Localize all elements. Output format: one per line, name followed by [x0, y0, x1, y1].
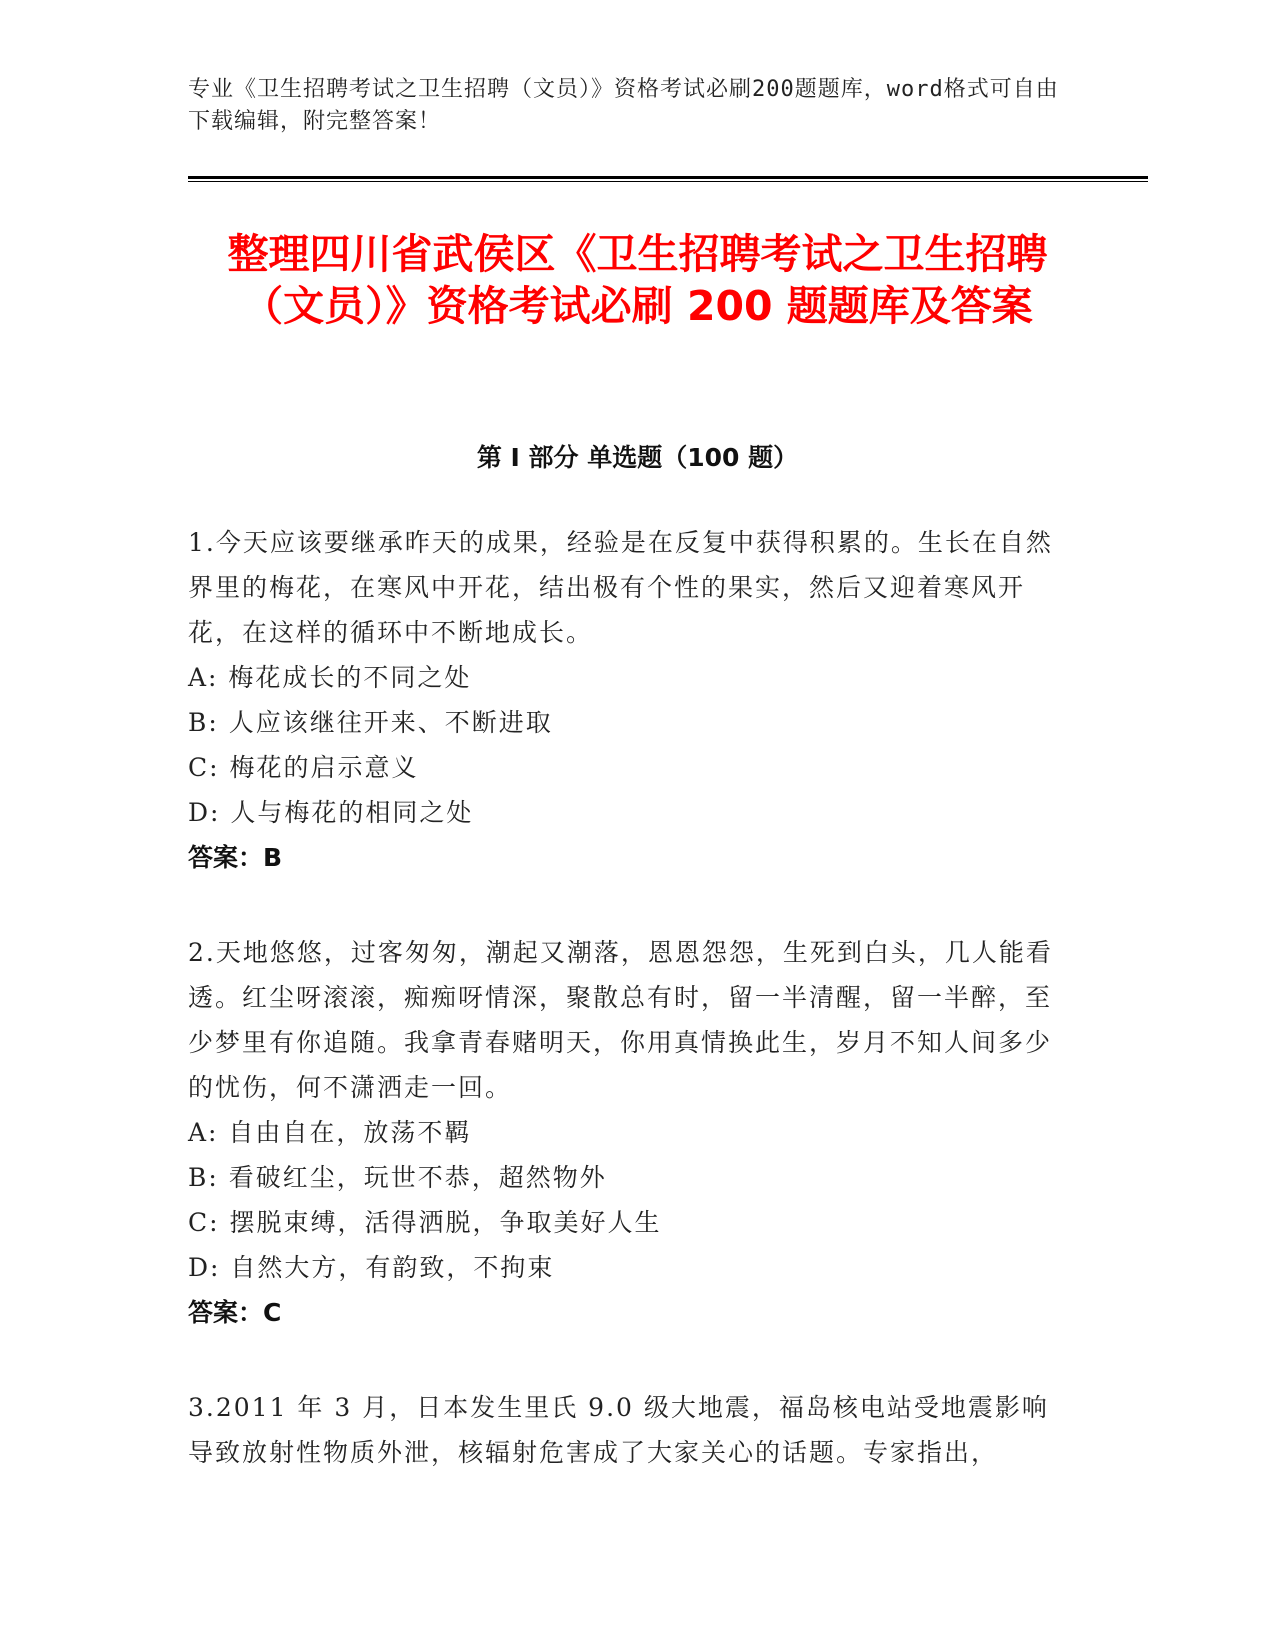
section-title: 第 I 部分 单选题（100 题）: [476, 443, 799, 472]
option-b: B: 人应该继往开来、不断进取: [188, 708, 553, 737]
question-2: [188, 930, 1068, 1335]
question-stem: 1.今天应该要继承昨天的成果，经验是在反复中获得积累的。生长在自然界里的梅花，在寒风中开花，结出极有个性的果实，然后又迎着寒风开花，在这样的循环中不断地成长。: [188, 528, 1053, 647]
header-divider-thin: [188, 181, 1148, 182]
question-stem: 3.2011 年 3 月，日本发生里氏 9.0 级大地震，福岛核电站受地震影响导致放射性物质外泄，核辐射危害成了大家关心的话题。专家指出，: [188, 1393, 1049, 1467]
option-c: C: 摆脱束缚，活得洒脱，争取美好人生: [188, 1208, 662, 1237]
answer: 答案：C: [188, 1298, 282, 1327]
question-1: [188, 520, 1068, 880]
option-b: B: 看破红尘，玩世不恭，超然物外: [188, 1163, 607, 1192]
option-a: A: 自由自在，放荡不羁: [188, 1118, 472, 1147]
document-title: 整理四川省武侯区《卫生招聘考试之卫生招聘（文员）》资格考试必刷 200 题题库及答案: [227, 230, 1048, 330]
header-note: 专业《卫生招聘考试之卫生招聘（文员）》资格考试必刷200题题库，word格式可自由下载编辑，附完整答案！: [188, 77, 1059, 134]
option-d: D: 自然大方，有韵致，不拘束: [188, 1253, 555, 1282]
option-d: D: 人与梅花的相同之处: [188, 798, 474, 827]
option-a: A: 梅花成长的不同之处: [188, 663, 472, 692]
question-3: [188, 1385, 1068, 1475]
answer: 答案：B: [188, 843, 283, 872]
option-c: C: 梅花的启示意义: [188, 753, 419, 782]
header-divider-thick: [188, 176, 1148, 179]
question-stem: 2.天地悠悠，过客匆匆，潮起又潮落，恩恩怨怨，生死到白头，几人能看透。红尘呀滚滚，痴痴呀情深，聚散总有时，留一半清醒，留一半醉，至少梦里有你追随。我拿青春赌明天，你用真情换此生，岁月不知人间多少的忧伤，何不潇洒走一回。: [188, 938, 1053, 1102]
